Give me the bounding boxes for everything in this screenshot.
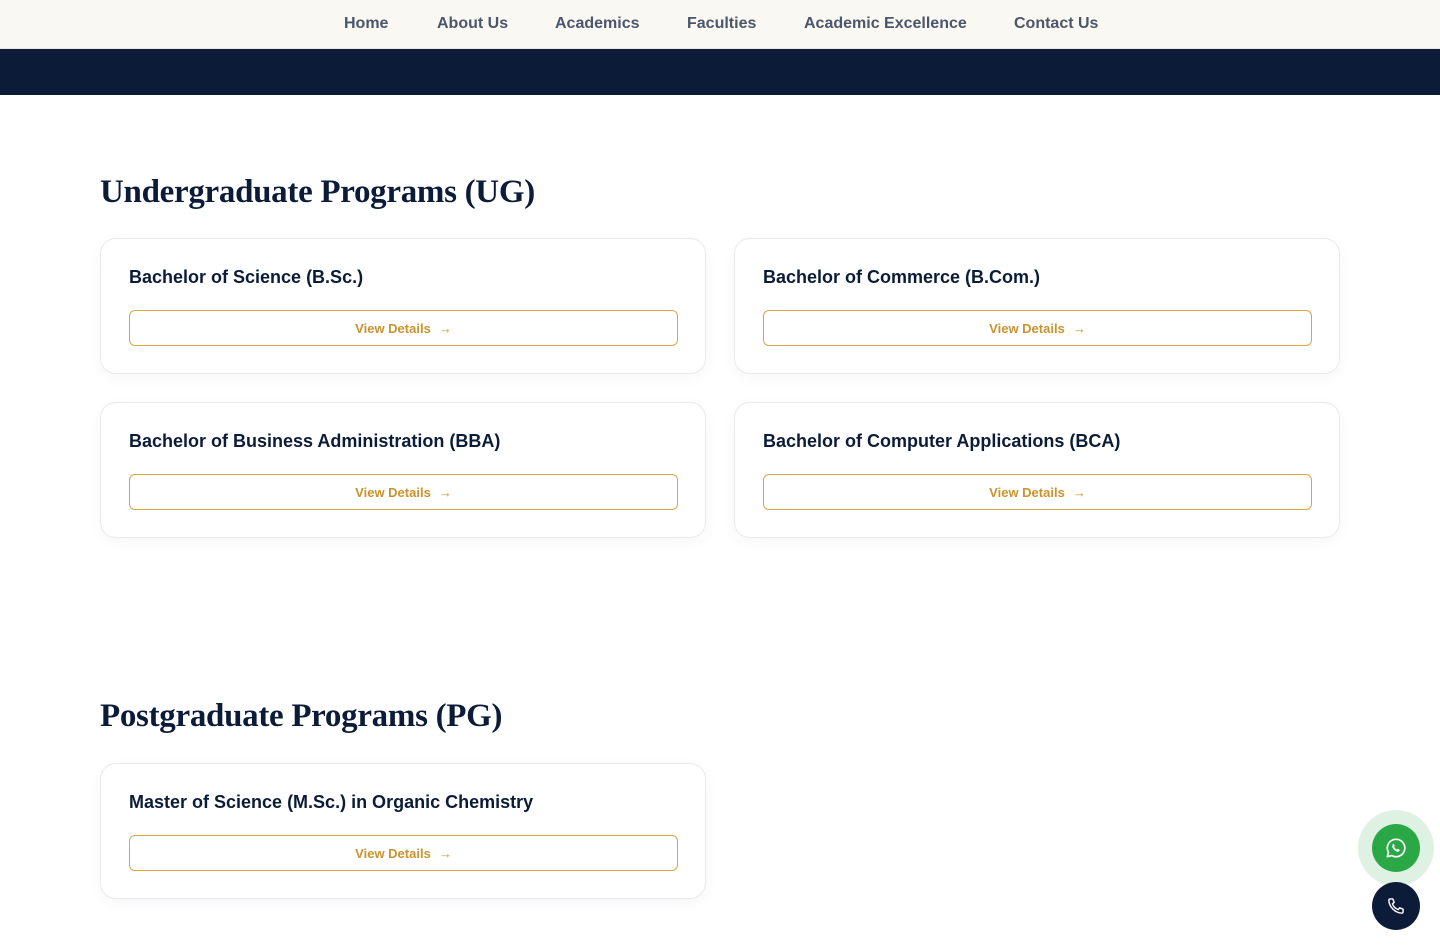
nav-menu xyxy=(0,0,1440,48)
nav-item-academic-excellence[interactable]: Academic Excellence xyxy=(804,15,967,32)
arrow-right-icon: → xyxy=(1072,320,1086,336)
program-card-msc xyxy=(100,763,706,899)
page-banner-strip xyxy=(0,49,1440,95)
view-details-button[interactable] xyxy=(129,310,678,346)
nav-item-about-us[interactable]: About Us xyxy=(437,15,509,32)
view-details-label: View Details xyxy=(989,484,1065,500)
program-title: Bachelor of Commerce (B.Com.) xyxy=(763,267,1041,287)
view-details-button[interactable] xyxy=(763,474,1312,510)
ug-section-title: Undergraduate Programs (UG) xyxy=(100,174,535,210)
nav-item-faculties[interactable]: Faculties xyxy=(687,15,757,32)
program-card-bca xyxy=(734,402,1340,538)
nav-item-contact-us[interactable]: Contact Us xyxy=(1014,15,1099,32)
view-details-label: View Details xyxy=(355,484,431,500)
program-title: Master of Science (M.Sc.) in Organic Chemistry xyxy=(129,792,534,812)
program-title: Bachelor of Business Administration (BBA) xyxy=(129,431,501,451)
program-card-bcom xyxy=(734,238,1340,374)
view-details-button[interactable] xyxy=(129,474,678,510)
phone-icon xyxy=(1386,896,1406,916)
program-title: Bachelor of Science (B.Sc.) xyxy=(129,267,364,287)
view-details-label: View Details xyxy=(355,845,431,861)
pg-section-title: Postgraduate Programs (PG) xyxy=(100,698,503,734)
arrow-right-icon: → xyxy=(438,484,452,500)
call-button[interactable] xyxy=(1372,882,1420,930)
arrow-right-icon: → xyxy=(438,845,452,861)
whatsapp-button[interactable] xyxy=(1372,824,1420,872)
whatsapp-icon xyxy=(1385,837,1407,859)
arrow-right-icon: → xyxy=(1072,484,1086,500)
program-card-bba xyxy=(100,402,706,538)
nav-item-academics[interactable]: Academics xyxy=(555,15,640,32)
view-details-label: View Details xyxy=(989,320,1065,336)
top-navigation xyxy=(0,0,1440,49)
view-details-label: View Details xyxy=(355,320,431,336)
program-card-bsc xyxy=(100,238,706,374)
nav-item-home[interactable]: Home xyxy=(344,15,389,32)
view-details-button[interactable] xyxy=(129,835,678,871)
view-details-button[interactable] xyxy=(763,310,1312,346)
program-title: Bachelor of Computer Applications (BCA) xyxy=(763,431,1121,451)
arrow-right-icon: → xyxy=(438,320,452,336)
